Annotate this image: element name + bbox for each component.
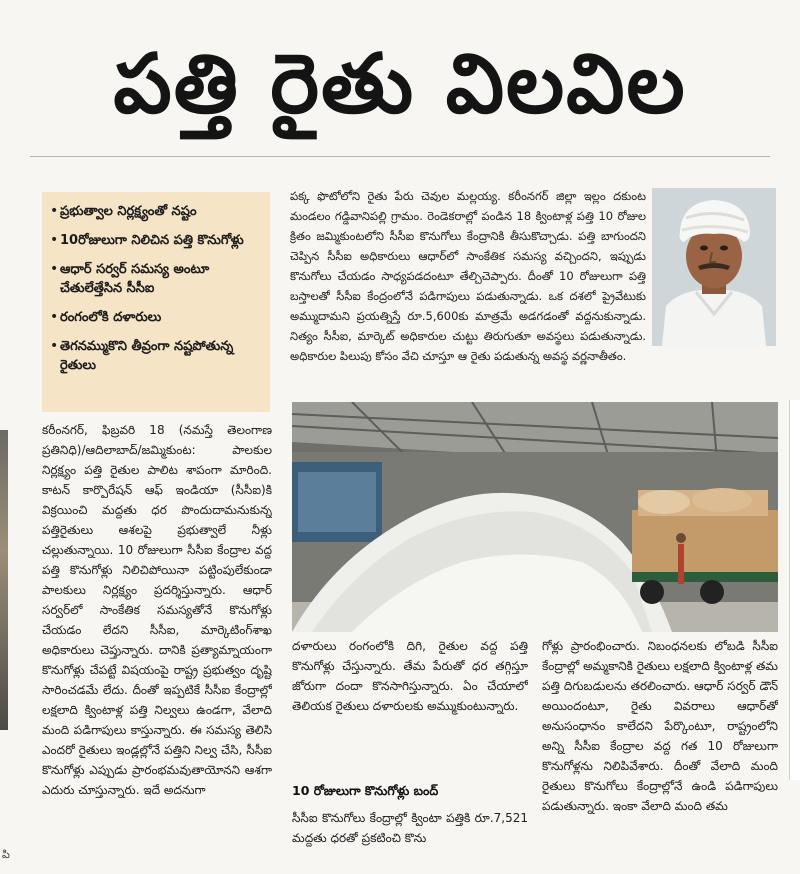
highlight-text: తెగనమ్ముకొని తీవ్రంగా నష్టపోతున్న రైతులు xyxy=(60,339,234,373)
bullet-icon: • xyxy=(50,309,59,325)
article-column-2-continued: సీసీఐ కొనుగోలు కేంద్రాల్లో క్వింటా పత్తికి రూ.7,521 మద్దతు ధరతో ప్రకటించి కొను xyxy=(292,811,528,845)
bullet-icon: • xyxy=(50,203,59,219)
highlight-text: ఆధార్ సర్వర్ సమస్య అంటూ చేతులేత్తేసిన సీసీఐ xyxy=(60,262,210,296)
bullet-icon: • xyxy=(50,338,59,354)
highlight-item xyxy=(50,202,262,221)
adjacent-photo-edge xyxy=(0,430,8,730)
article-column-2: దళారులు రంగంలోకి దిగి, రైతుల వద్ద పత్తి కొనుగోళ్లు చేస్తున్నారు. తేమ పేరుతో ధర తగ్గిస్తూ జోరుగా దందా కొనసాగిస్తున్నారు. ఏం చేయాలో తెలియక రైతులు దళారులకు అమ్ముకుంటున్నారు. xyxy=(292,639,528,713)
headline: పత్తి రైతు విలవిల xyxy=(113,37,687,132)
headline-rule xyxy=(30,156,770,157)
bullet-icon: • xyxy=(50,232,59,248)
edge-text: పి xyxy=(2,848,10,861)
highlights-box xyxy=(42,192,270,412)
highlight-text: 10రోజులుగా నిలిచిన పత్తి కొనుగోళ్లు xyxy=(60,233,244,248)
adjacent-column-edge xyxy=(789,400,800,780)
cotton-heap-photo xyxy=(292,402,778,632)
highlight-item xyxy=(50,308,262,327)
farmer-portrait-photo xyxy=(652,188,776,346)
highlight-text: రంగంలోకి దళారులు xyxy=(60,310,162,325)
highlight-item xyxy=(50,337,262,375)
section-subheading: 10 రోజులుగా కొనుగోళ్లు బంద్ xyxy=(292,783,439,798)
highlight-text: ప్రభుత్వాల నిర్లక్ష్యంతో నష్టం xyxy=(60,204,197,219)
highlight-item xyxy=(50,260,262,298)
photo-caption: పక్క ఫొటోలోని రైతు పేరు చెవుల మల్లయ్య. కరీంనగర్ జిల్లా ఇల్లం దకుంట మండలం గడ్డివానిపల్లి గ్రామం. రెండెకరాల్లో పండిన 18 క్వింటాళ్ల పత్తి 10 రోజుల క్రితం జమ్మికుంటలోని సీసీఐ కొనుగోలు కేంద్రానికి తీసుకొచ్చాడు. పత్తి బాగుందని చెప్పిన సీసీఐ అధికారులు ఆధార్‌లో సాంకేతిక సమస్య వచ్చిందని, ఇప్పుడు కొనుగోలు చేయడం సాధ్యపడదంటూ తేల్చిచెప్పారు. దీంతో 10 రోజులుగా పత్తి బస్తాలతో సీసీఐ కేంద్రంలోనే పడిగాపులు పడుతున్నాడు. ఒక దశలో ప్రైవేటుకు అమ్ముదామని ప్రయత్నిస్తే రూ.5,600కు మాత్రమే అడగడంతో వద్దనుకున్నాడు. నిత్యం సీసీఐ, మార్కెట్ అధికారుల చుట్టు తిరుగుతూ అవస్థలు పడుతున్నాడు. అధికారుల పిలుపు కోసం వేచి చూస్తూ ఆ రైతు పడుతున్న అవస్థ వర్ణనాతీతం. xyxy=(290,189,646,363)
bullet-icon: • xyxy=(50,261,59,277)
article-column-1: కరీంనగర్, ఫిబ్రవరి 18 (నమస్తే తెలంగాణ ప్రతినిధి)/ఆదిలాబాద్/జమ్మికుంట: పాలకుల నిర్లక్ష్యం పత్తి రైతుల పాలిట శాపంగా మారింది. కాటన్ కార్పొరేషన్ ఆఫ్ ఇండియా (సీసీఐ)కి విక్రయించి మద్దతు ధర పొందుదామనుకున్న పత్తిరైతులు ఆశలపై ప్రభుత్వాలే నీళ్లు చల్లుతున్నాయి. 10 రోజులుగా సీసీఐ కేంద్రాల వద్ద పత్తి కొనుగోళ్లు నిలిచిపోయినా పట్టింపులేకుండా పాలకులు నిర్లక్ష్యం ప్రదర్శిస్తున్నారు. ఆధార్ సర్వర్‌లో సాంకేతిక సమస్యతోనే కొనుగోళ్లు చేయడం లేదని సీసీఐ, మార్కెటింగ్‌శాఖ అధికారులు చెప్తున్నారు. దానికి ప్రత్యామ్నాయంగా కొనుగోళ్లు చేపట్టే విషయంపై రాష్ట్ర ప్రభుత్వం దృష్టి సారించడమే లేదు. దీంతో ఇప్పటికే సీసీఐ కేంద్రాల్లో లక్షలాది క్వింటాళ్ల పత్తి నిల్వలు ఉండగా, వేలాది మంది పడిగాపులు కాస్తున్నారు. ఈ సమస్య తెలిసి ఎందరో రైతులు ఇండ్లల్లోనే పత్తిని నిల్వ చేసి, సీసీఐ కొనుగోళ్లు ఎప్పుడు ప్రారంభమవుతాయోనని ఆశగా ఎదురు చూస్తున్నారు. ఇదే అదనుగా xyxy=(42,423,272,797)
highlight-item xyxy=(50,231,262,250)
cotton-market-image xyxy=(292,402,778,632)
article-column-3: గోళ్లు ప్రారంభించారు. నిబంధనలకు లోబడి సీసీఐ కేంద్రాల్లో అమ్మకానికి రైతులు లక్షలాది క్వింటాళ్ల తమ పత్తి దిగుబడులను తరలించారు. ఆధార్ సర్వర్ డౌన్ అయిందంటూ, రైతు వివరాలు ఆధార్‌తో అనుసంధానం కాలేదని పేర్కొంటూ, రాష్ట్రంలోని అన్ని సీసీఐ కేంద్రాల వద్ద గత 10 రోజులుగా కొనుగోళ్లను నిలిపివేశారు. దీంతో వేలాది మంది రైతులు కొనుగోలు కేంద్రాల్లోనే ఉండి పడిగాపులు పడుతున్నారు. ఇంకా వేలాది మంది తమ xyxy=(542,639,778,813)
farmer-portrait-image xyxy=(652,188,776,346)
